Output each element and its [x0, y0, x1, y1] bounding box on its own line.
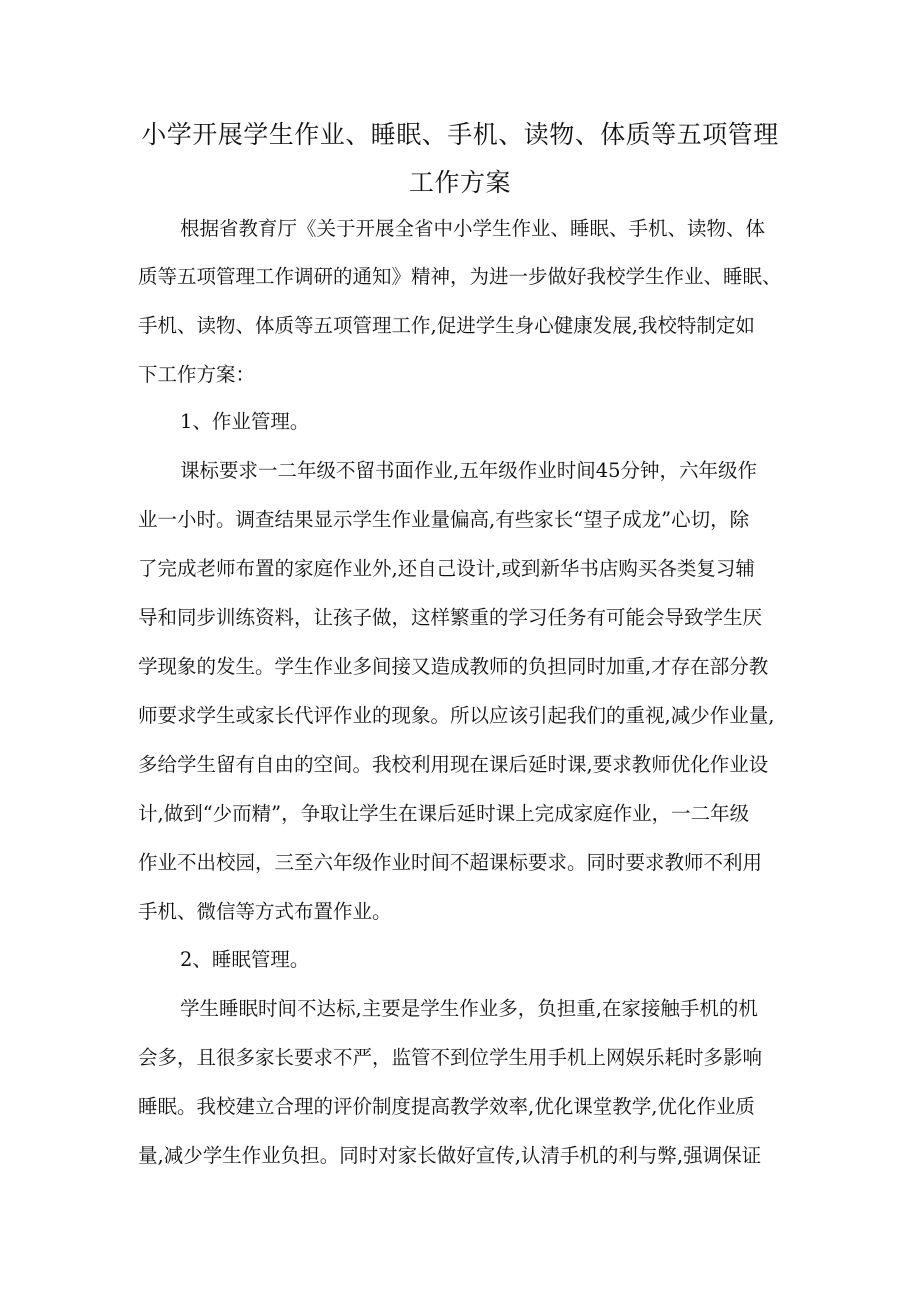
document-title-line-2: 工作方案 — [408, 168, 511, 197]
section2-line: 量,减少学生作业负担。同时对家长做好宣传,认清手机的利与弊,强调保证 — [138, 1144, 762, 1167]
section-heading-sleep: 2、睡眠管理。 — [180, 948, 310, 971]
section2-line: 会多，且很多家长要求不严，监管不到位学生用手机上网娱乐耗时多影响 — [138, 1046, 763, 1069]
section1-line: 课标要求一二年级不留书面作业,五年级作业时间45分钟，六年级作 — [180, 459, 758, 482]
section2-line: 睡眠。我校建立合理的评价制度提高教学效率,优化课堂教学,优化作业质 — [138, 1095, 755, 1118]
section1-line: 业一小时。调查结果显示学生作业量偏高,有些家长“望子成龙”心切，除 — [138, 508, 750, 531]
section1-line: 作业不出校园，三至六年级作业时间不超课标要求。同时要求教师不利用 — [138, 851, 763, 874]
intro-line: 下工作方案： — [138, 363, 256, 386]
intro-line: 质等五项管理工作调研的通知》精神，为进一步做好我校学生作业、睡眠、 — [138, 265, 782, 288]
section1-line: 学现象的发生。学生作业多间接又造成教师的负担同时加重,才存在部分教 — [138, 655, 769, 678]
section1-line: 导和同步训练资料，让孩子做，这样繁重的学习任务有可能会导致学生厌 — [138, 606, 763, 629]
section1-line: 计,做到“少而精”，争取让学生在课后延时课上完成家庭作业，一二年级 — [138, 802, 750, 825]
intro-line: 手机、读物、体质等五项管理工作,促进学生身心健康发展,我校特制定如 — [138, 314, 755, 337]
document-title-line-1: 小学开展学生作业、睡眠、手机、读物、体质等五项管理 — [141, 120, 779, 149]
section1-line: 多给学生留有自由的空间。我校利用现在课后延时课,要求教师优化作业设 — [138, 753, 769, 776]
section1-line: 手机、微信等方式布置作业。 — [138, 900, 392, 923]
section-heading-homework: 1、作业管理。 — [180, 410, 310, 433]
section1-line: 师要求学生或家长代评作业的现象。所以应该引起我们的重视,减少作业量, — [138, 704, 775, 727]
section1-line: 了完成老师布置的家庭作业外,还自己设计,或到新华书店购买各类复习辅 — [138, 557, 755, 580]
section2-line: 学生睡眠时间不达标,主要是学生作业多，负担重,在家接触手机的机 — [180, 997, 758, 1020]
intro-line: 根据省教育厅《关于开展全省中小学生作业、睡眠、手机、读物、体 — [180, 217, 766, 240]
